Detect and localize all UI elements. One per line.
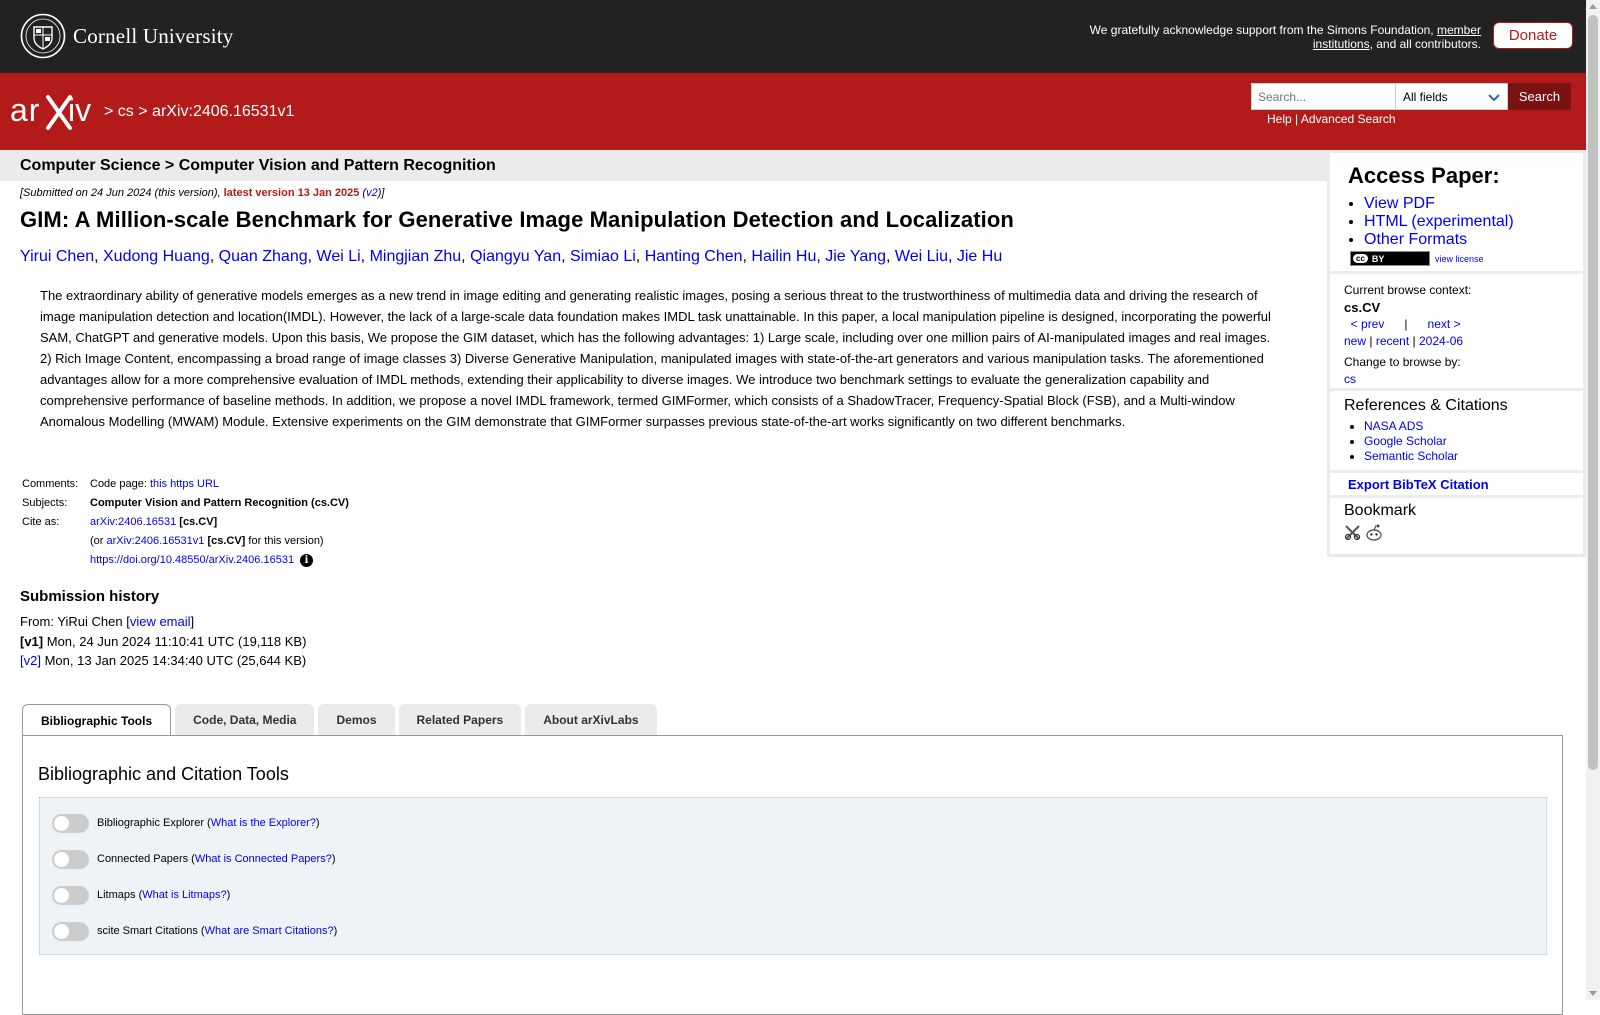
prev-link[interactable]: < prev — [1350, 317, 1385, 331]
next-link[interactable]: next > — [1427, 317, 1461, 331]
author-separator: , — [307, 248, 317, 265]
references-box — [1327, 388, 1586, 473]
search-button[interactable]: Search — [1508, 83, 1571, 110]
category-title: Computer Science > Computer Vision and Pattern Recognition — [20, 157, 496, 174]
reddit-icon[interactable] — [1365, 524, 1383, 541]
change-browse-cs-link[interactable]: cs — [1344, 372, 1356, 386]
scite-toggle[interactable] — [52, 922, 89, 941]
browse-new-recent — [1344, 333, 1471, 350]
svg-text:iv: iv — [68, 92, 92, 128]
browse-context — [1344, 282, 1471, 388]
nav-separator: | — [1412, 334, 1416, 348]
help-separator: | — [1295, 112, 1299, 126]
cornell-seal-icon — [20, 13, 66, 59]
advanced-search-link[interactable]: Advanced Search — [1300, 112, 1396, 126]
access-paper-title: Access Paper: — [1348, 163, 1500, 188]
google-scholar-link[interactable]: Google Scholar — [1364, 434, 1447, 448]
browse-context-label: Current browse context: — [1344, 283, 1472, 297]
search-input[interactable] — [1251, 83, 1396, 110]
browse-prev-next — [1344, 316, 1471, 333]
subjects-value: Computer Vision and Pattern Recognition (cs.CV) — [90, 497, 349, 509]
dateline-prefix: [Submitted on 24 Jun 2024 (this version), — [20, 187, 221, 199]
author-separator: , — [635, 248, 645, 265]
comments-text: Code page: — [90, 478, 147, 490]
nav-separator: | — [1404, 317, 1408, 331]
arxiv-header — [0, 73, 1586, 150]
top-bar — [0, 0, 1586, 73]
author-separator: , — [561, 248, 570, 265]
v2-date: Mon, 13 Jan 2025 14:34:40 UTC (25,644 KB) — [44, 653, 307, 668]
author-separator: , — [886, 248, 895, 265]
cite-version-link[interactable]: arXiv:2406.16531v1 — [106, 535, 205, 547]
author-link[interactable]: Wei Li — [316, 248, 361, 265]
submission-history-title: Submission history — [20, 588, 160, 605]
category-subheader — [0, 150, 1327, 181]
access-paper-box — [1327, 150, 1586, 274]
cite-as-label: Cite as: — [22, 516, 60, 528]
view-pdf-link[interactable]: View PDF — [1364, 195, 1435, 212]
what-is-connected-papers-link[interactable]: What is Connected Papers? — [194, 853, 332, 865]
help-link[interactable]: Help — [1267, 112, 1292, 126]
license-badge-text: BY — [1371, 253, 1385, 264]
tool-row-scite: scite Smart Citations ( What are Smart Citations? ) — [52, 921, 337, 941]
cc-by-license-icon[interactable]: cc BY — [1350, 251, 1430, 266]
cite-version-suffix: for this version) — [248, 535, 324, 547]
author-separator: , — [742, 248, 752, 265]
search-field-value: All fields — [1403, 90, 1448, 104]
new-link[interactable]: new — [1344, 334, 1367, 348]
panel-title: Bibliographic and Citation Tools — [38, 764, 289, 784]
page-scrollbar[interactable] — [1586, 0, 1600, 1000]
bookmark-box — [1327, 495, 1586, 557]
breadcrumb-paper-id: arXiv:2406.16531v1 — [152, 103, 295, 120]
litmaps-toggle[interactable] — [52, 886, 89, 905]
help-links — [1267, 112, 1396, 126]
v2-version-link[interactable]: [v2] — [20, 653, 41, 668]
metadata-table — [20, 477, 351, 572]
tool-row-litmaps: Litmaps ( What is Litmaps? ) — [52, 885, 230, 905]
cite-category: [cs.CV] — [179, 516, 218, 528]
other-formats-link[interactable]: Other Formats — [1364, 231, 1468, 248]
view-license-link[interactable]: view license — [1435, 253, 1484, 264]
author-link[interactable]: Yirui Chen — [20, 248, 95, 265]
svg-text:ar: ar — [10, 92, 41, 128]
license — [1350, 251, 1484, 266]
ack-end-text: , and all contributors. — [1369, 37, 1481, 51]
tool-name: scite Smart Citations — [97, 925, 198, 937]
author-link[interactable]: Simiao Li — [569, 248, 636, 265]
scrollbar-thumb[interactable] — [1588, 15, 1598, 770]
tab-related-papers[interactable]: Related Papers — [399, 704, 522, 736]
version-v1 — [20, 632, 306, 652]
tab-bibliographic-tools[interactable]: Bibliographic Tools — [22, 704, 171, 737]
search-field-select[interactable] — [1396, 83, 1508, 110]
bibtex-box — [1327, 470, 1586, 498]
doi-link[interactable]: https://doi.org/10.48550/arXiv.2406.16531 — [90, 554, 295, 566]
author-separator: , — [947, 248, 957, 265]
html-experimental-link[interactable]: HTML (experimental) — [1364, 213, 1514, 230]
access-links — [1348, 195, 1514, 249]
references-links — [1344, 419, 1458, 464]
tool-row-connected-papers: Connected Papers ( What is Connected Papers? ) — [52, 849, 336, 869]
chevron-down-icon — [1487, 90, 1501, 104]
what-is-litmaps-link[interactable]: What is Litmaps? — [142, 889, 227, 901]
what-is-explorer-link[interactable]: What is the Explorer? — [210, 817, 316, 829]
what-are-smart-citations-link[interactable]: What are Smart Citations? — [204, 925, 334, 937]
author-link[interactable]: Jie Hu — [956, 248, 1003, 265]
recent-link[interactable]: recent — [1375, 334, 1410, 348]
references-title: References & Citations — [1344, 397, 1508, 414]
author-link[interactable]: Hailin Hu — [751, 248, 817, 265]
scroll-up-arrow-icon[interactable] — [1589, 4, 1597, 9]
breadcrumb — [104, 103, 294, 121]
author-link[interactable]: Jie Yang — [825, 248, 887, 265]
breadcrumb-cs[interactable]: cs — [117, 103, 134, 120]
support-acknowledgement — [1061, 23, 1481, 51]
labs-tabs — [22, 703, 661, 736]
version-v2 — [20, 651, 306, 671]
toggle-knob — [54, 816, 69, 831]
bibsonomy-icon[interactable] — [1344, 524, 1361, 541]
author-separator: , — [461, 248, 471, 265]
export-bibtex-link[interactable]: Export BibTeX Citation — [1348, 477, 1489, 492]
connected-papers-toggle[interactable] — [52, 850, 89, 869]
toggle-knob — [54, 924, 69, 939]
from-prefix: From: YiRui Chen [ — [20, 614, 130, 629]
submission-history — [20, 612, 306, 671]
cite-or-text: (or — [90, 535, 104, 547]
cornell-logo[interactable] — [20, 13, 234, 59]
tool-row-bibliographic-explorer: Bibliographic Explorer ( What is the Explorer? ) — [52, 813, 320, 833]
abstract: The extraordinary ability of generative models emerges as a new trend in image editing and generating realistic images, posing a serious threat to the trustworthiness of multimedia data and driving the research of image manipulation detection and location(IMDL). However, the lack of a large-scale data foundation makes IMDL task unattainable. In this paper, a local manipulation pipeline is designed, incorporating the powerful SAM, ChatGPT and generative models. Upon this basis, We propose the GIM dataset, which has the following advantages: 1) Large scale, including over one million pairs of AI-manipulated images and real images. 2) Rich Image Content, encompassing a broad range of image classes 3) Diverse Generative Manipulation, manipulated images with state-of-the-art generators and various manipulation tasks. The aforementioned advantages allow for a more comprehensive evaluation of IMDL methods, extending their applicability to diverse images. We introduce two benchmark settings to evaluate the generalization capability and comprehensive performance of baseline methods. In addition, we propose a novel IMDL framework, termed GIMFormer, which consists of a ShadowTracer, Frequency-Spatial Block (FSB), and a Multi-window Anomalous Modelling (MWAM) Module. Extensive experiments on the GIM demonstrate that GIMFormer surpasses previous state-of-the-art works significantly on two different benchmarks. — [40, 288, 1271, 429]
search-form — [1251, 83, 1571, 110]
author-link[interactable]: Quan Zhang — [218, 248, 308, 265]
submission-dateline: [Submitted on 24 Jun 2024 (this version), latest version 13 Jan 2025 (v2)] — [20, 187, 385, 199]
arxiv-logo-icon[interactable] — [10, 91, 102, 131]
v1-date: Mon, 24 Jun 2024 11:10:41 UTC (19,118 KB) — [46, 633, 307, 649]
bookmark-icons — [1344, 524, 1383, 541]
breadcrumb-separator: > — [138, 103, 148, 120]
donate-button[interactable]: Donate — [1493, 22, 1573, 49]
cite-id-link[interactable]: arXiv:2406.16531 — [90, 516, 177, 528]
ack-text: We gratefully acknowledge support from the Simons Foundation, — [1089, 23, 1434, 37]
author-separator: , — [209, 248, 219, 265]
toggle-knob — [54, 888, 69, 903]
author-link[interactable]: Xudong Huang — [103, 248, 210, 265]
cite-version-category: [cs.CV] — [207, 535, 246, 547]
author-list — [20, 248, 1310, 266]
v1-label: [v1] — [20, 633, 44, 649]
breadcrumb-separator: > — [104, 103, 114, 120]
tool-name: Connected Papers — [97, 853, 189, 865]
subjects-label: Subjects: — [22, 497, 68, 509]
author-link[interactable]: Wei Liu — [894, 248, 948, 265]
nasa-ads-link[interactable]: NASA ADS — [1364, 419, 1424, 433]
member-institutions-link[interactable]: member institutions — [1312, 23, 1481, 51]
semantic-scholar-link[interactable]: Semantic Scholar — [1364, 449, 1459, 463]
toggle-knob — [54, 852, 69, 867]
comments-label: Comments: — [22, 478, 79, 490]
tab-code-data-media[interactable]: Code, Data, Media — [175, 704, 314, 736]
from-suffix: ] — [190, 614, 195, 629]
scroll-down-arrow-icon[interactable] — [1589, 991, 1597, 996]
author-separator: , — [360, 248, 370, 265]
tool-name: Bibliographic Explorer — [97, 817, 204, 829]
tab-about-arxivlabs[interactable]: About arXivLabs — [525, 704, 656, 736]
author-link[interactable]: Hanting Chen — [644, 248, 743, 265]
browse-context-value: cs.CV — [1344, 300, 1381, 315]
paper-title: GIM: A Million-scale Benchmark for Generative Image Manipulation Detection and Localization — [20, 207, 1014, 232]
nav-separator: | — [1369, 334, 1373, 348]
tool-name: Litmaps — [97, 889, 136, 901]
author-link[interactable]: Mingjian Zhu — [369, 248, 462, 265]
comments-value — [88, 477, 351, 496]
code-page-link[interactable]: this https URL — [149, 478, 220, 490]
author-link[interactable]: Qiangyu Yan — [470, 248, 562, 265]
cornell-university-name: Cornell University — [73, 23, 234, 48]
tab-demos[interactable]: Demos — [318, 704, 394, 736]
submitter-line — [20, 612, 306, 632]
browse-context-box — [1327, 271, 1586, 391]
change-browse-label: Change to browse by: — [1344, 355, 1461, 369]
tools-list — [39, 797, 1547, 955]
month-link[interactable]: 2024-06 — [1419, 334, 1464, 348]
view-email-link[interactable]: view email — [129, 614, 191, 629]
v2-link[interactable]: v2 — [366, 187, 378, 199]
latest-version-note: latest version 13 Jan 2025 — [223, 187, 360, 199]
info-icon[interactable]: i — [300, 554, 313, 567]
author-separator: , — [816, 248, 826, 265]
bookmark-title: Bookmark — [1344, 502, 1417, 519]
author-separator: , — [94, 248, 103, 265]
bibliographic-explorer-toggle[interactable] — [52, 814, 89, 833]
bibliographic-tools-panel — [22, 735, 1563, 1015]
